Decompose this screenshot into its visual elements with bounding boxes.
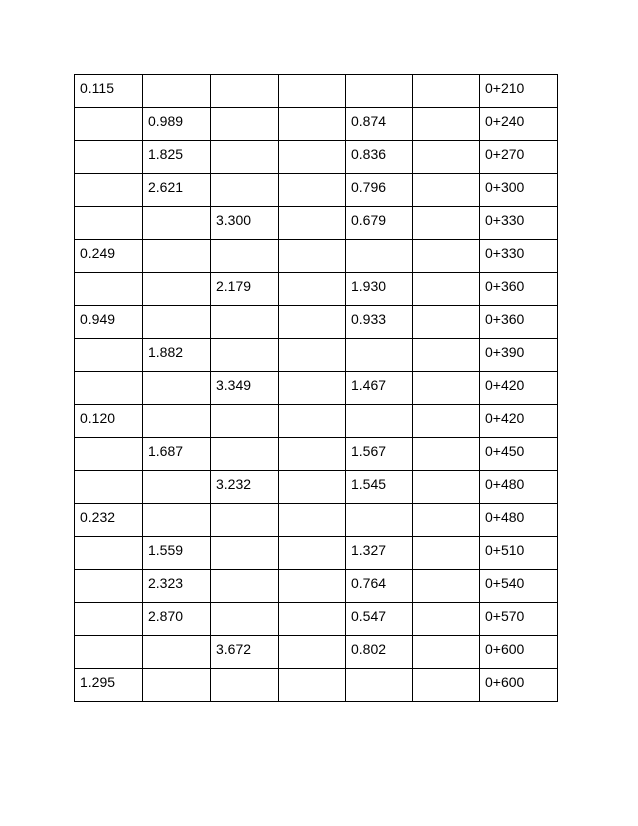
table-cell-col-6: [413, 603, 480, 636]
table-cell-col-5: 0.764: [346, 570, 413, 603]
table-cell-col-1: 0.120: [75, 405, 143, 438]
table-cell-col-3: 3.232: [211, 471, 279, 504]
table-cell-col-4: [279, 669, 346, 702]
table-cell-chainage: 0+300: [480, 174, 558, 207]
table-cell-col-5: 0.874: [346, 108, 413, 141]
table-row: [75, 141, 558, 174]
table-cell-col-3: [211, 174, 279, 207]
table-cell-col-2: 1.687: [143, 438, 211, 471]
table-cell-col-6: [413, 108, 480, 141]
table-cell-col-6: [413, 438, 480, 471]
table-cell-chainage: 0+390: [480, 339, 558, 372]
table-cell-col-1: [75, 339, 143, 372]
table-cell-col-3: [211, 603, 279, 636]
table-cell-col-4: [279, 273, 346, 306]
table-cell-col-2: 1.882: [143, 339, 211, 372]
table-row: [75, 471, 558, 504]
table-cell-col-4: [279, 537, 346, 570]
table-cell-col-6: [413, 273, 480, 306]
table-cell-col-1: [75, 372, 143, 405]
table-cell-col-2: [143, 372, 211, 405]
table-cell-col-4: [279, 636, 346, 669]
table-cell-col-1: [75, 537, 143, 570]
table-cell-col-1: [75, 438, 143, 471]
table-cell-col-6: [413, 372, 480, 405]
table-cell-col-4: [279, 339, 346, 372]
table-row: [75, 75, 558, 108]
table-row: [75, 273, 558, 306]
table-cell-chainage: 0+330: [480, 207, 558, 240]
table-cell-col-1: 0.115: [75, 75, 143, 108]
table-cell-col-4: [279, 174, 346, 207]
table-cell-col-5: 0.802: [346, 636, 413, 669]
table-row: [75, 636, 558, 669]
table-row: [75, 570, 558, 603]
table-cell-chainage: 0+510: [480, 537, 558, 570]
table-cell-col-3: [211, 306, 279, 339]
table-cell-col-5: 0.679: [346, 207, 413, 240]
table-cell-col-6: [413, 75, 480, 108]
table-cell-col-3: 3.672: [211, 636, 279, 669]
table-cell-chainage: 0+480: [480, 504, 558, 537]
table-cell-col-1: 0.949: [75, 306, 143, 339]
table-row: [75, 240, 558, 273]
table-cell-col-2: [143, 273, 211, 306]
table-cell-col-3: 3.349: [211, 372, 279, 405]
table-cell-col-2: 2.621: [143, 174, 211, 207]
table-cell-chainage: 0+570: [480, 603, 558, 636]
table-cell-col-4: [279, 405, 346, 438]
table-cell-col-4: [279, 108, 346, 141]
table-cell-col-2: [143, 306, 211, 339]
table-cell-col-2: [143, 504, 211, 537]
table-row: [75, 108, 558, 141]
table-cell-col-3: [211, 141, 279, 174]
table-cell-col-3: [211, 108, 279, 141]
table-cell-col-3: [211, 537, 279, 570]
table-cell-col-2: 1.559: [143, 537, 211, 570]
table-cell-col-2: [143, 240, 211, 273]
table-row: [75, 339, 558, 372]
table-cell-col-2: [143, 471, 211, 504]
table-cell-col-4: [279, 603, 346, 636]
table-cell-col-5: 1.327: [346, 537, 413, 570]
table-row: [75, 669, 558, 702]
table-cell-col-1: [75, 603, 143, 636]
table-cell-col-5: 0.796: [346, 174, 413, 207]
table-cell-col-6: [413, 141, 480, 174]
table-cell-col-1: 1.295: [75, 669, 143, 702]
table-cell-col-3: 3.300: [211, 207, 279, 240]
table-cell-col-1: 0.232: [75, 504, 143, 537]
table-cell-chainage: 0+450: [480, 438, 558, 471]
table-row: [75, 207, 558, 240]
table-cell-col-3: [211, 75, 279, 108]
table-cell-chainage: 0+480: [480, 471, 558, 504]
table-cell-col-2: [143, 636, 211, 669]
table-cell-col-3: [211, 438, 279, 471]
table-cell-col-1: [75, 636, 143, 669]
table-row: [75, 174, 558, 207]
table-cell-chainage: 0+600: [480, 636, 558, 669]
table-cell-chainage: 0+420: [480, 372, 558, 405]
table-cell-col-6: [413, 174, 480, 207]
table-cell-col-1: [75, 141, 143, 174]
table-cell-col-5: [346, 339, 413, 372]
table-cell-chainage: 0+360: [480, 273, 558, 306]
table-cell-col-2: [143, 405, 211, 438]
table-cell-col-4: [279, 141, 346, 174]
table-cell-col-5: 1.467: [346, 372, 413, 405]
table-cell-chainage: 0+210: [480, 75, 558, 108]
table-cell-col-6: [413, 405, 480, 438]
table-cell-col-5: 0.547: [346, 603, 413, 636]
table-cell-col-3: [211, 669, 279, 702]
table-cell-col-4: [279, 75, 346, 108]
table-cell-col-6: [413, 240, 480, 273]
table-body: [75, 75, 558, 702]
leveling-data-table: [74, 74, 558, 702]
table-cell-col-4: [279, 306, 346, 339]
table-cell-col-2: 0.989: [143, 108, 211, 141]
table-cell-chainage: 0+600: [480, 669, 558, 702]
table-row: [75, 405, 558, 438]
table-row: [75, 372, 558, 405]
table-cell-col-1: [75, 273, 143, 306]
table-cell-col-1: [75, 108, 143, 141]
table-cell-col-1: 0.249: [75, 240, 143, 273]
table-cell-col-5: 1.930: [346, 273, 413, 306]
table-cell-col-5: 1.545: [346, 471, 413, 504]
table-row: [75, 306, 558, 339]
table-cell-col-6: [413, 669, 480, 702]
table-cell-col-5: [346, 669, 413, 702]
table-cell-col-3: [211, 504, 279, 537]
table-cell-col-5: 1.567: [346, 438, 413, 471]
table-cell-col-6: [413, 636, 480, 669]
table-cell-col-1: [75, 207, 143, 240]
table-cell-chainage: 0+270: [480, 141, 558, 174]
table-cell-col-5: 0.836: [346, 141, 413, 174]
table-cell-col-3: [211, 339, 279, 372]
table-cell-chainage: 0+330: [480, 240, 558, 273]
table-cell-col-4: [279, 471, 346, 504]
table-row: [75, 438, 558, 471]
table-cell-col-5: [346, 405, 413, 438]
table-row: [75, 537, 558, 570]
table-row: [75, 504, 558, 537]
table-cell-col-2: [143, 75, 211, 108]
table-cell-col-5: [346, 504, 413, 537]
table-cell-col-1: [75, 570, 143, 603]
table-cell-col-6: [413, 339, 480, 372]
table-cell-col-6: [413, 471, 480, 504]
table-cell-col-3: [211, 570, 279, 603]
table-cell-col-4: [279, 207, 346, 240]
table-cell-col-6: [413, 306, 480, 339]
table-cell-col-2: 2.323: [143, 570, 211, 603]
table-cell-col-4: [279, 372, 346, 405]
table-cell-col-6: [413, 504, 480, 537]
table-cell-col-6: [413, 207, 480, 240]
table-cell-col-2: [143, 669, 211, 702]
table-cell-col-2: 1.825: [143, 141, 211, 174]
table-cell-col-2: 2.870: [143, 603, 211, 636]
table-cell-chainage: 0+360: [480, 306, 558, 339]
table-cell-col-3: [211, 240, 279, 273]
table-cell-col-6: [413, 537, 480, 570]
table-cell-col-6: [413, 570, 480, 603]
table-cell-col-4: [279, 570, 346, 603]
table-cell-col-4: [279, 504, 346, 537]
table-cell-col-3: 2.179: [211, 273, 279, 306]
table-cell-col-5: [346, 75, 413, 108]
table-row: [75, 603, 558, 636]
table-cell-col-5: 0.933: [346, 306, 413, 339]
table-cell-chainage: 0+240: [480, 108, 558, 141]
table-cell-col-3: [211, 405, 279, 438]
table-cell-col-1: [75, 471, 143, 504]
table-cell-col-4: [279, 240, 346, 273]
table-cell-col-5: [346, 240, 413, 273]
table-cell-chainage: 0+540: [480, 570, 558, 603]
table-cell-col-2: [143, 207, 211, 240]
table-cell-col-1: [75, 174, 143, 207]
table-cell-chainage: 0+420: [480, 405, 558, 438]
table-cell-col-4: [279, 438, 346, 471]
